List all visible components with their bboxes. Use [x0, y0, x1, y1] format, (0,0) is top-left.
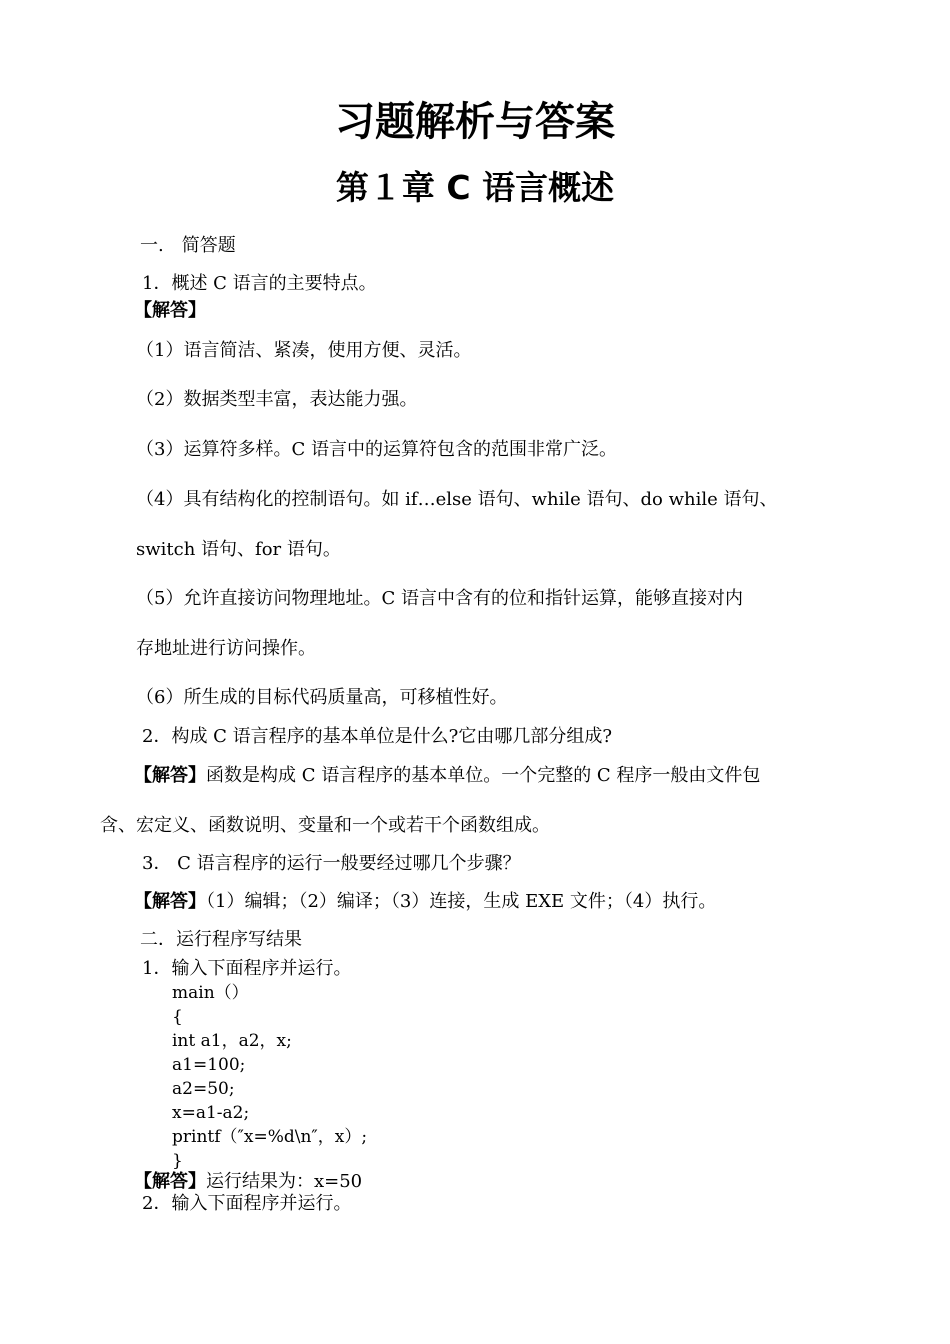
answer-2-line-2: 含、宏定义、函数说明、变量和一个或若干个函数组成。 [100, 815, 550, 836]
answer-3-line [134, 890, 716, 914]
code-line: a2=50; [172, 1079, 235, 1099]
question-2: 2．构成 C 语言程序的基本单位是什么?它由哪几部分组成? [142, 726, 612, 747]
answer-1-point-6: （6）所生成的目标代码质量高，可移植性好。 [136, 687, 508, 708]
document-title: 习题解析与答案 [335, 99, 615, 145]
program-question-1: 1．输入下面程序并运行。 [142, 958, 352, 979]
answer-2-line-1 [134, 764, 760, 788]
section-heading-run-program: 二．运行程序写结果 [140, 929, 302, 950]
answer-1-point-4-line-2: switch 语句、for 语句。 [136, 539, 341, 560]
answer-3-text: （1）编辑；（2）编译；（3）连接，生成 EXE 文件；（4）执行。 [206, 891, 717, 912]
answer-1-point-3: （3）运算符多样。C 语言中的运算符包含的范围非常广泛。 [136, 439, 617, 460]
code-line: main（） [172, 983, 249, 1003]
code-line: int a1，a2，x; [172, 1031, 292, 1051]
question-1: 1．概述 C 语言的主要特点。 [142, 273, 377, 294]
answer-1-point-5-line-2: 存地址进行访问操作。 [136, 638, 316, 659]
answer-1-point-4-line-1: （4）具有结构化的控制语句。如 if…else 语句、while 语句、do while 语句、 [136, 489, 778, 510]
answer-1-point-5-line-1: （5）允许直接访问物理地址。C 语言中含有的位和指针运算，能够直接对内 [136, 588, 743, 609]
answer-2-mark: 【解答】 [134, 765, 206, 786]
program-answer-1-text: 运行结果为：x=50 [206, 1171, 363, 1192]
program-question-2: 2．输入下面程序并运行。 [142, 1193, 352, 1214]
answer-3-mark: 【解答】 [134, 891, 206, 912]
answer-1-mark: 【解答】 [134, 300, 206, 321]
program-answer-1-line [134, 1170, 362, 1194]
answer-1-point-1: （1）语言简洁、紧凑，使用方便、灵活。 [136, 340, 472, 361]
chapter-title: 第１章 C 语言概述 [335, 168, 615, 207]
question-3: 3． C 语言程序的运行一般要经过哪几个步骤？ [142, 853, 521, 874]
section-heading-short-answer: 一. 简答题 [140, 235, 236, 256]
code-line: x=a1-a2; [172, 1103, 250, 1123]
answer-2-text: 函数是构成 C 语言程序的基本单位。一个完整的 C 程序一般由文件包 [206, 765, 761, 786]
code-line: a1=100; [172, 1055, 246, 1075]
code-line: printf（″x=%d\n″，x）; [172, 1127, 368, 1147]
answer-1-point-2: （2）数据类型丰富，表达能力强。 [136, 389, 418, 410]
program-answer-1-mark: 【解答】 [134, 1171, 206, 1192]
code-line: } [172, 1151, 183, 1171]
code-line: { [172, 1007, 183, 1027]
